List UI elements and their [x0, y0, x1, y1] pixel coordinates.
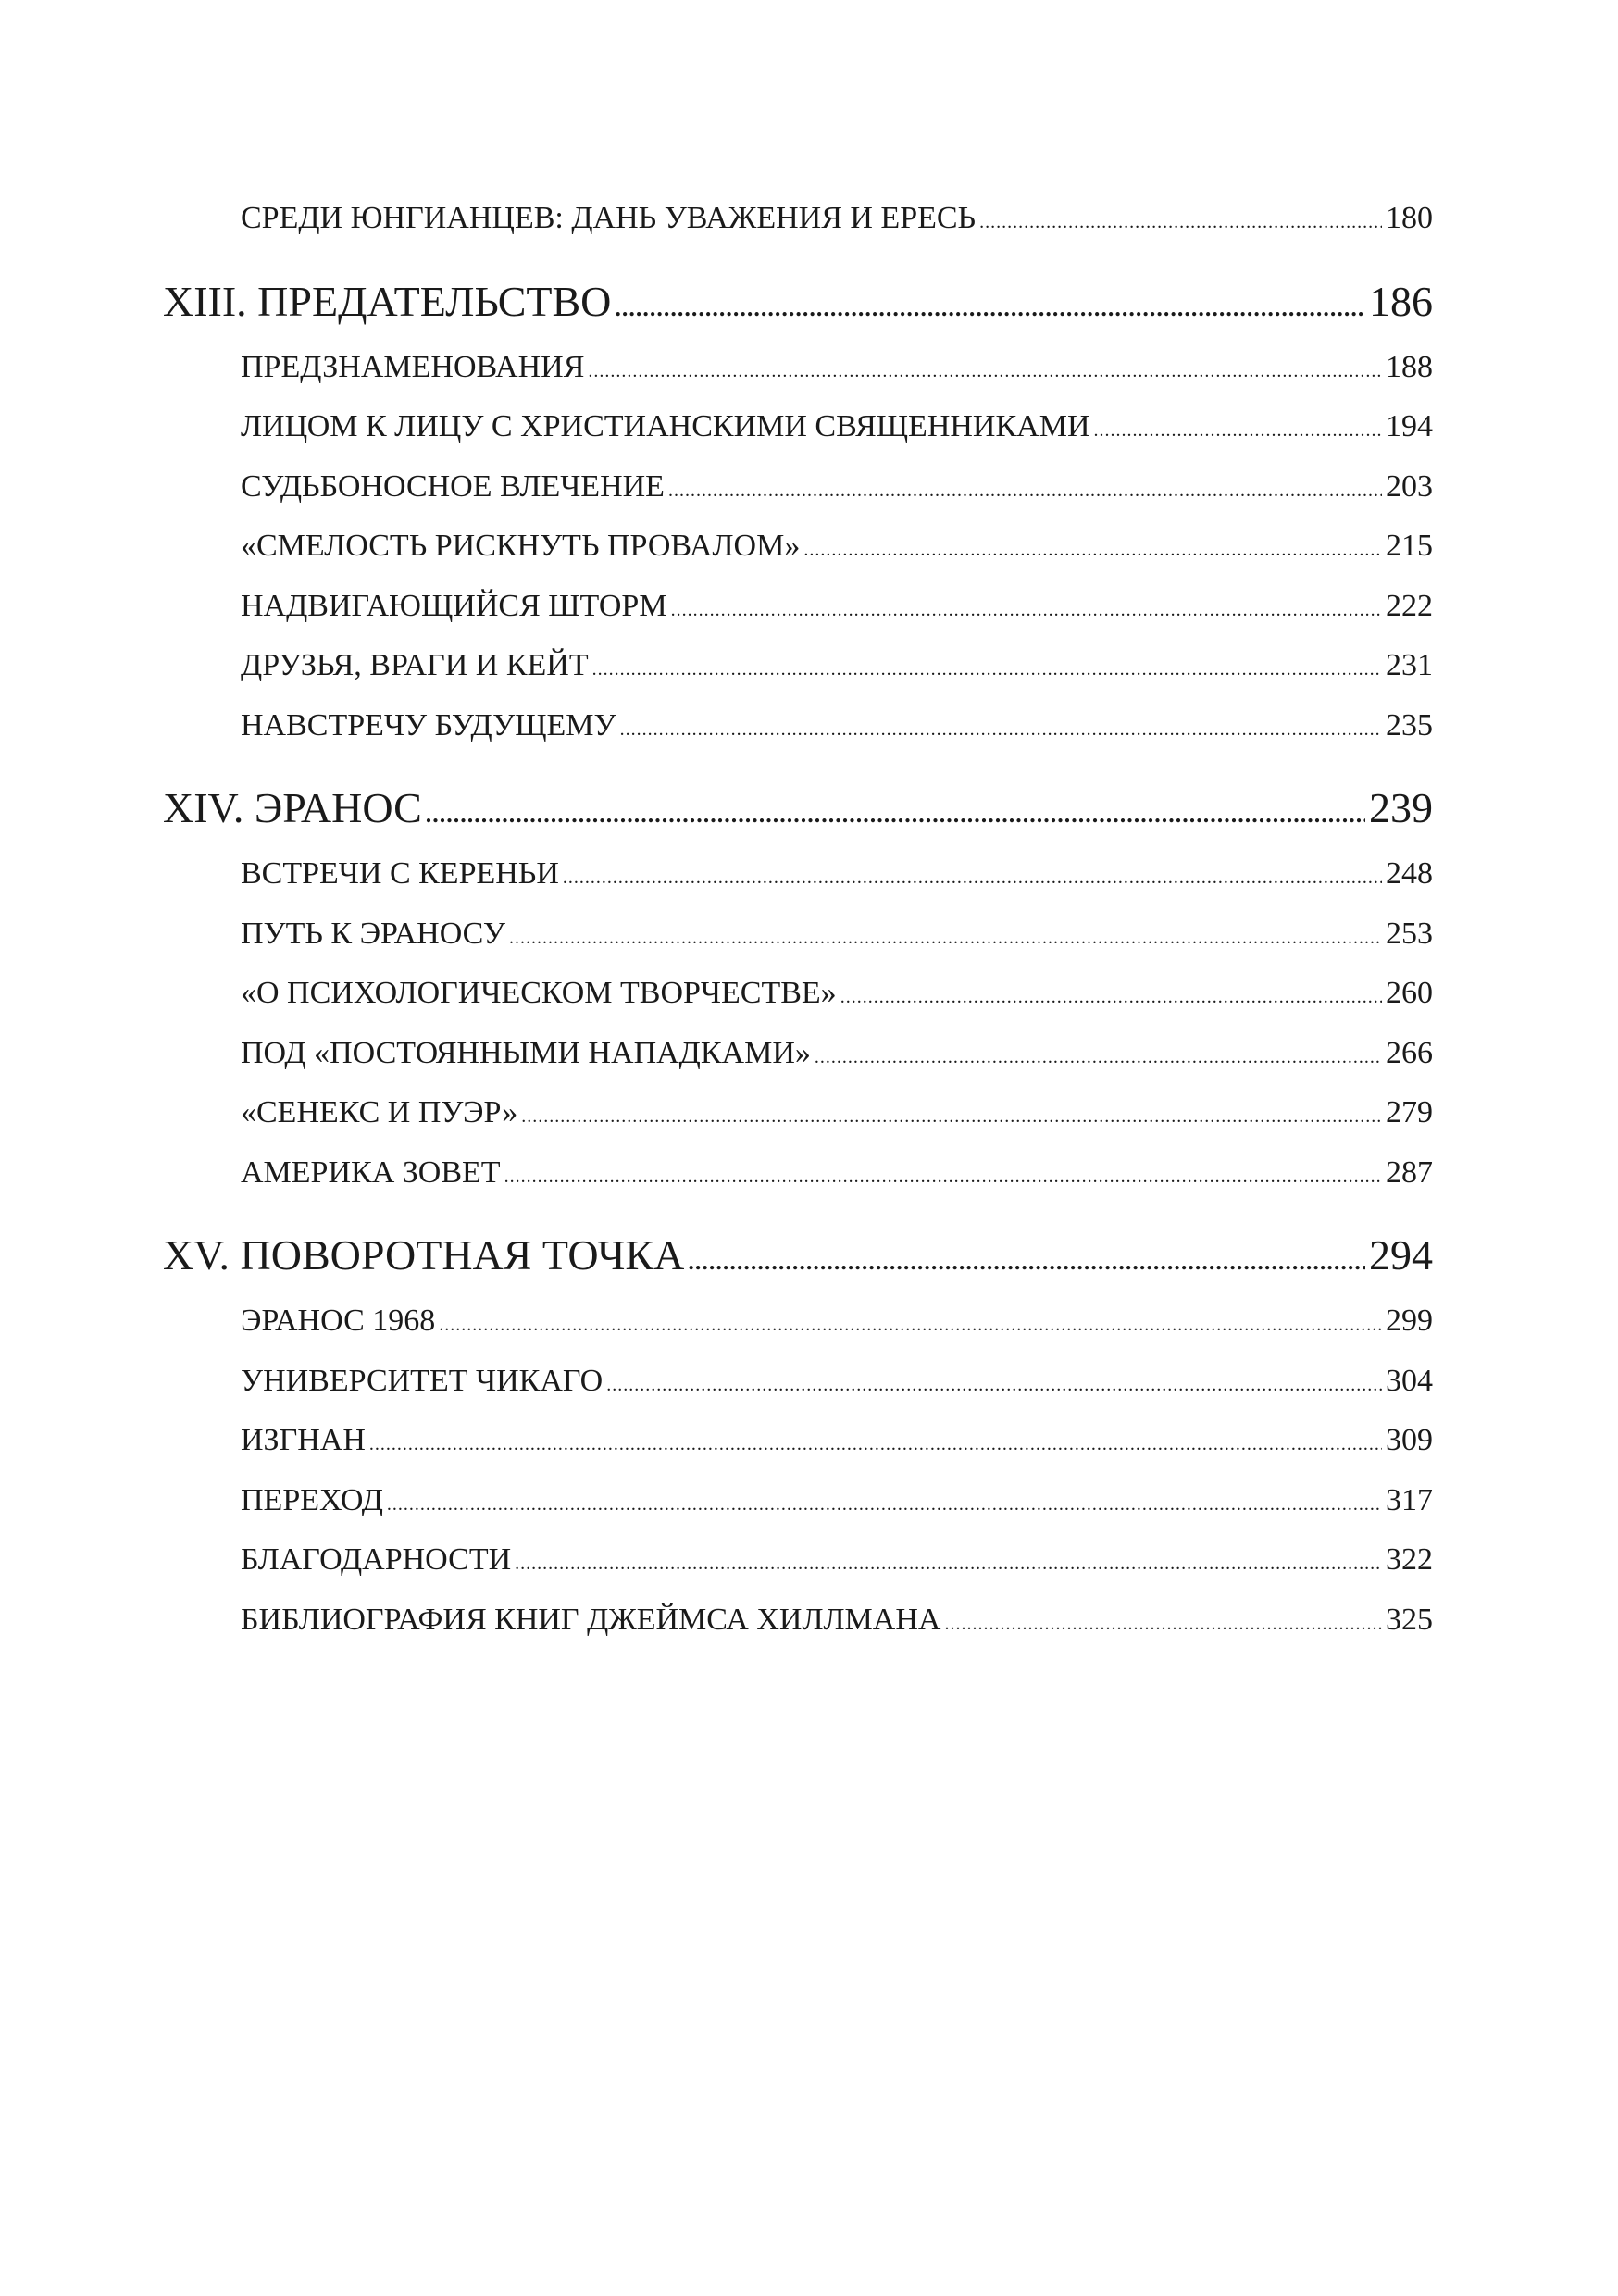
- dot-leader: [803, 520, 1382, 580]
- dot-leader: [840, 967, 1382, 1028]
- toc-entry-page: 299: [1386, 1304, 1433, 1338]
- toc-entry[interactable]: [163, 1292, 1433, 1352]
- toc-chapter-title: XIII. ПРЕДАТЕЛЬСТВО: [163, 277, 612, 325]
- toc-entry-page: 231: [1386, 648, 1433, 682]
- toc-entry-page: 248: [1386, 856, 1433, 891]
- toc-entry-title: СУДЬБОНОСНОЕ ВЛЕЧЕНИЕ: [241, 468, 665, 504]
- toc-entry-page: 266: [1386, 1035, 1433, 1070]
- toc-entry[interactable]: [163, 397, 1433, 457]
- toc-entry[interactable]: [163, 1352, 1433, 1412]
- toc-entry-page: 304: [1386, 1363, 1433, 1398]
- toc-entry[interactable]: [163, 964, 1433, 1024]
- dot-leader: [504, 1147, 1382, 1207]
- toc-entry-title: «О ПСИХОЛОГИЧЕСКОМ ТВОРЧЕСТВЕ»: [241, 976, 837, 1010]
- dot-leader: [426, 779, 1365, 851]
- toc-chapter[interactable]: [163, 266, 1433, 338]
- toc-entry-title: ВСТРЕЧИ С КЕРЕНЬИ: [241, 856, 559, 891]
- toc-entry-title: АМЕРИКА ЗОВЕТ: [241, 1154, 501, 1190]
- toc-entry-title: ДРУЗЬЯ, ВРАГИ И КЕЙТ: [241, 648, 589, 682]
- toc-entry-page: 317: [1386, 1482, 1433, 1517]
- toc-entry[interactable]: [163, 338, 1433, 398]
- toc-entry-title: ПОД «ПОСТОЯННЫМИ НАПАДКАМИ»: [241, 1035, 811, 1070]
- toc-entry-page: 222: [1386, 588, 1433, 623]
- toc-chapter-page: 294: [1369, 1231, 1433, 1279]
- toc-entry-page: 194: [1386, 409, 1433, 443]
- toc-entry-page: 203: [1386, 468, 1433, 504]
- toc-chapter-page: 186: [1369, 277, 1433, 325]
- toc-entry[interactable]: [163, 1471, 1433, 1531]
- dot-leader: [671, 580, 1382, 641]
- dot-leader: [944, 1594, 1382, 1654]
- toc-entry[interactable]: [163, 577, 1433, 637]
- dot-leader: [563, 848, 1382, 908]
- toc-entry-title: ПРЕДЗНАМЕНОВАНИЯ: [241, 349, 585, 384]
- toc-entry[interactable]: [163, 517, 1433, 577]
- dot-leader: [815, 1028, 1382, 1088]
- toc-entry-title: БИБЛИОГРАФИЯ КНИГ ДЖЕЙМСА ХИЛЛМАНА: [241, 1602, 941, 1637]
- toc-entry[interactable]: [163, 636, 1433, 696]
- dot-leader: [688, 1226, 1365, 1298]
- toc-entry-title: УНИВЕРСИТЕТ ЧИКАГО: [241, 1363, 604, 1398]
- dot-leader: [1094, 401, 1382, 461]
- toc-chapter-title: XIV. ЭРАНОС: [163, 784, 422, 831]
- toc-entry-title: НАВСТРЕЧУ БУДУЩЕМУ: [241, 707, 616, 742]
- toc-entry[interactable]: [163, 189, 1433, 249]
- toc-chapter[interactable]: [163, 772, 1433, 844]
- dot-leader: [588, 342, 1382, 402]
- dot-leader: [515, 1534, 1382, 1594]
- toc-entry[interactable]: [163, 1143, 1433, 1204]
- toc-entry[interactable]: [163, 1530, 1433, 1591]
- toc-entry-title: ПУТЬ К ЭРАНОСУ: [241, 916, 505, 951]
- toc-entry-page: 188: [1386, 349, 1433, 384]
- toc-chapter-page: 239: [1369, 784, 1433, 831]
- toc-entry-page: 253: [1386, 916, 1433, 951]
- toc-entry[interactable]: [163, 905, 1433, 965]
- toc-entry[interactable]: [163, 1591, 1433, 1651]
- toc-entry[interactable]: [163, 1024, 1433, 1084]
- dot-leader: [620, 700, 1382, 760]
- dot-leader: [592, 640, 1382, 700]
- dot-leader: [606, 1355, 1382, 1416]
- toc-entry-title: СРЕДИ ЮНГИАНЦЕВ: ДАНЬ УВАЖЕНИЯ И ЕРЕСЬ: [241, 201, 977, 235]
- toc-entry-page: 215: [1386, 529, 1433, 563]
- toc-entry-title: ЭРАНОС 1968: [241, 1304, 436, 1338]
- toc-entry-title: ИЗГНАН: [241, 1423, 366, 1457]
- toc-entry-title: ЛИЦОМ К ЛИЦУ С ХРИСТИАНСКИМИ СВЯЩЕННИКАМИ: [241, 409, 1090, 443]
- dot-leader: [369, 1415, 1382, 1475]
- toc-entry-page: 309: [1386, 1423, 1433, 1457]
- toc-entry-page: 235: [1386, 707, 1433, 742]
- toc-entry[interactable]: [163, 1083, 1433, 1143]
- dot-leader: [521, 1087, 1382, 1147]
- table-of-contents: [163, 189, 1433, 1650]
- dot-leader: [439, 1295, 1382, 1355]
- toc-entry-title: ПЕРЕХОД: [241, 1482, 383, 1517]
- toc-entry-page: 287: [1386, 1154, 1433, 1190]
- toc-entry[interactable]: [163, 844, 1433, 905]
- toc-entry-page: 260: [1386, 976, 1433, 1010]
- toc-entry[interactable]: [163, 457, 1433, 518]
- toc-entry-title: НАДВИГАЮЩИЙСЯ ШТОРМ: [241, 588, 667, 623]
- toc-chapter[interactable]: [163, 1219, 1433, 1292]
- toc-chapter-title: XV. ПОВОРОТНАЯ ТОЧКА: [163, 1231, 685, 1279]
- toc-entry-title: «СЕНЕКС И ПУЭР»: [241, 1095, 518, 1129]
- dot-leader: [615, 272, 1365, 344]
- toc-entry-page: 325: [1386, 1602, 1433, 1637]
- toc-entry-page: 180: [1386, 201, 1433, 235]
- toc-entry-page: 279: [1386, 1095, 1433, 1129]
- dot-leader: [509, 908, 1382, 968]
- dot-leader: [387, 1475, 1382, 1535]
- toc-entry[interactable]: [163, 696, 1433, 756]
- toc-entry[interactable]: [163, 1411, 1433, 1471]
- dot-leader: [979, 193, 1382, 253]
- toc-entry-title: «СМЕЛОСТЬ РИСКНУТЬ ПРОВАЛОМ»: [241, 529, 801, 563]
- toc-entry-title: БЛАГОДАРНОСТИ: [241, 1542, 512, 1577]
- dot-leader: [668, 461, 1382, 521]
- toc-entry-page: 322: [1386, 1542, 1433, 1577]
